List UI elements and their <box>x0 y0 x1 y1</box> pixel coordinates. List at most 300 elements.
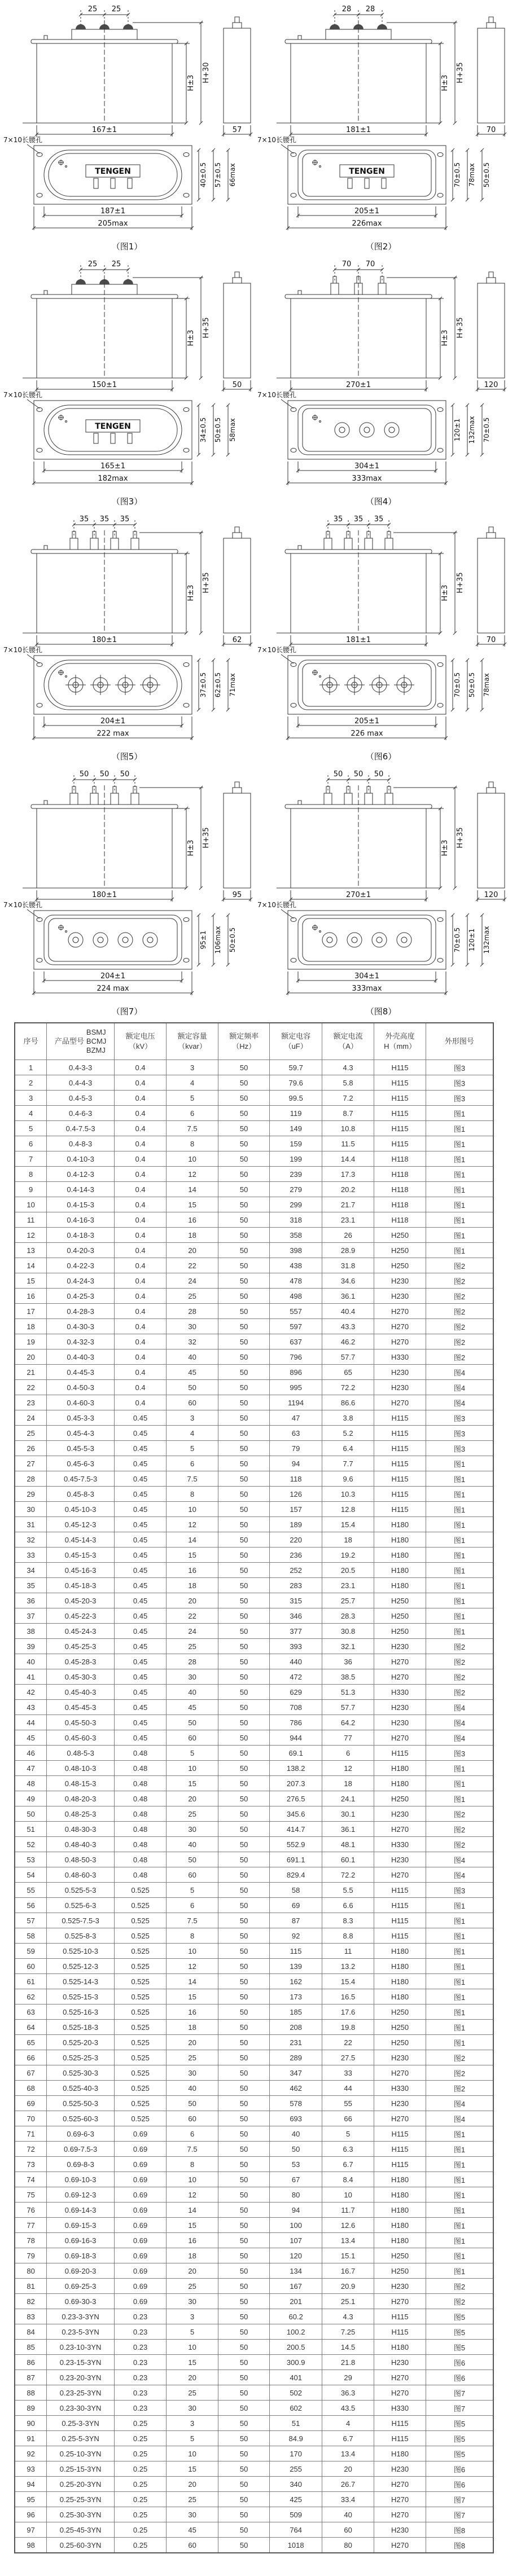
mounting-slot <box>37 449 42 452</box>
col-header-label: 额定电流 <box>333 1032 363 1041</box>
table-cell: 33.4 <box>322 2492 374 2507</box>
side-terminal-cap <box>233 278 242 283</box>
table-cell: 图4 <box>426 1715 493 1730</box>
case-side-view <box>478 538 505 633</box>
table-cell: 0.525-14-3 <box>47 1974 115 1989</box>
col-header-label: 产品型号 <box>54 1037 84 1046</box>
table-cell: 2 <box>15 1075 47 1091</box>
table-cell: 50 <box>218 2081 270 2096</box>
table-row <box>15 1700 493 1715</box>
table-cell: 0.525-16-3 <box>47 2004 115 2020</box>
table-cell: 50 <box>218 1410 270 1426</box>
height-outer-label: H+35 <box>202 317 211 339</box>
table-cell: 图3 <box>426 1410 493 1426</box>
table-cell: 345.6 <box>270 1806 322 1822</box>
table-cell: 37 <box>15 1608 47 1624</box>
table-row <box>15 1197 493 1212</box>
table-cell: 12.6 <box>322 2218 374 2233</box>
table-cell: 50 <box>218 1212 270 1228</box>
table-cell: H230 <box>374 2461 426 2477</box>
table-cell: 79 <box>15 2248 47 2263</box>
table-cell: H230 <box>374 2050 426 2065</box>
vent-knob <box>44 291 47 294</box>
table-cell: 498 <box>270 1289 322 1304</box>
table-cell: 图6 <box>426 2461 493 2477</box>
col-header-capacitance <box>270 1023 322 1060</box>
figure-2-drawing <box>254 0 508 255</box>
table-row <box>15 1639 493 1654</box>
table-row <box>15 2035 493 2050</box>
terminal-spacing-label: 50 <box>120 770 130 779</box>
bottom-terminal <box>347 933 362 947</box>
table-cell: 79.6 <box>270 1075 322 1091</box>
table-cell: 89 <box>15 2401 47 2416</box>
table-cell: 50 <box>218 2538 270 2553</box>
table-cell: 24.1 <box>322 1791 374 1806</box>
bottom-width2-label: 182max <box>98 474 128 483</box>
table-cell: 25 <box>167 1289 218 1304</box>
table-row <box>15 1989 493 2004</box>
vent-knob <box>44 36 47 39</box>
side-terminal-pin <box>489 272 493 278</box>
table-cell: 0.25-30-3YN <box>47 2507 115 2522</box>
table-cell: 0.45-8-3 <box>47 1487 115 1502</box>
table-cell: 4 <box>167 1426 218 1441</box>
table-cell: 44 <box>15 1715 47 1730</box>
height-outer-label: H+35 <box>456 317 465 339</box>
slot-hole-callout: 7×10长腰孔 <box>257 391 296 399</box>
front-width-label: 181±1 <box>346 636 371 644</box>
table-cell: 78 <box>15 2233 47 2248</box>
table-cell: 0.4 <box>114 1212 166 1228</box>
table-row <box>15 2111 493 2126</box>
table-cell: 15 <box>15 1273 47 1289</box>
table-cell: 0.48 <box>114 1776 166 1791</box>
table-cell: H180 <box>374 2446 426 2461</box>
table-row <box>15 1091 493 1106</box>
table-row <box>15 2294 493 2309</box>
table-cell: 72.2 <box>322 1867 374 1883</box>
side-terminal-pin <box>235 17 239 23</box>
table-cell: 80 <box>270 2187 322 2203</box>
table-cell: H330 <box>374 2401 426 2416</box>
table-cell: 图1 <box>426 1136 493 1151</box>
height-outer-label: H+35 <box>456 572 465 594</box>
slot-hole-callout: 7×10长腰孔 <box>257 901 296 909</box>
table-cell: 50 <box>218 2126 270 2142</box>
table-row <box>15 1974 493 1989</box>
table-cell: 0.25 <box>114 2507 166 2522</box>
bottom-terminal-center <box>364 427 370 433</box>
table-cell: 0.525 <box>114 2111 166 2126</box>
table-cell: 图1 <box>426 2172 493 2187</box>
table-cell: 8 <box>167 2157 218 2172</box>
table-cell: 图3 <box>426 1091 493 1106</box>
table-cell: 0.45-40-3 <box>47 1685 115 1700</box>
ground-mark-dot <box>319 166 321 168</box>
ground-mark-dot <box>65 421 67 423</box>
bottom-terminal <box>384 423 399 437</box>
table-cell: 图2 <box>426 2050 493 2065</box>
figure-3 <box>0 255 254 510</box>
table-row <box>15 1913 493 1928</box>
table-cell: H115 <box>374 2157 426 2172</box>
side-width-label: 70 <box>486 636 496 644</box>
table-cell: 图2 <box>426 1806 493 1822</box>
table-cell: H230 <box>374 2355 426 2370</box>
table-cell: H230 <box>374 1273 426 1289</box>
table-cell: 图1 <box>426 1167 493 1182</box>
table-cell: 0.25 <box>114 2538 166 2553</box>
table-cell: 50 <box>218 2401 270 2416</box>
col-header-model <box>47 1023 115 1060</box>
table-cell: 995 <box>270 1380 322 1395</box>
table-cell: H230 <box>374 2279 426 2294</box>
table-cell: 346 <box>270 1608 322 1624</box>
stud-terminal <box>331 283 339 294</box>
table-cell: 6 <box>167 1106 218 1121</box>
table-cell: 10 <box>167 1502 218 1517</box>
stud-terminal <box>90 538 98 550</box>
table-cell: 20 <box>167 1791 218 1806</box>
table-row <box>15 1593 493 1608</box>
table-cell: 0.69 <box>114 2203 166 2218</box>
stud-terminal <box>111 538 119 550</box>
terminal-spacing-label: 50 <box>353 770 364 779</box>
table-cell: 图1 <box>426 1608 493 1624</box>
bottom-right-dim-label: 70±0.5 <box>453 162 461 188</box>
table-cell: 50 <box>167 1852 218 1867</box>
table-cell: 50 <box>218 2355 270 2370</box>
table-cell: 15 <box>167 2461 218 2477</box>
table-cell: 472 <box>270 1669 322 1685</box>
table-cell: 0.23-20-3YN <box>47 2370 115 2385</box>
figure-6-drawing <box>254 510 508 765</box>
table-cell: 0.4-25-3 <box>47 1289 115 1304</box>
table-cell: 0.4-45-3 <box>47 1365 115 1380</box>
table-cell: 69.1 <box>270 1746 322 1761</box>
table-cell: 32 <box>15 1532 47 1548</box>
table-cell: 50 <box>218 2522 270 2538</box>
figure-8-drawing <box>254 765 508 1020</box>
table-cell: 88 <box>15 2385 47 2401</box>
slot-hole-callout: 7×10长腰孔 <box>3 901 42 909</box>
table-cell: 0.45-7.5-3 <box>47 1471 115 1487</box>
table-cell: 图5 <box>426 2309 493 2324</box>
table-cell: 99.5 <box>270 1091 322 1106</box>
table-cell: H180 <box>374 1776 426 1791</box>
height-outer-label: H+35 <box>202 572 211 594</box>
table-cell: 25 <box>167 1639 218 1654</box>
stud-terminal <box>131 538 139 550</box>
table-cell: 8.7 <box>322 1106 374 1121</box>
table-cell: 300.9 <box>270 2355 322 2370</box>
height-outer-label: H+30 <box>202 62 211 83</box>
table-row <box>15 1502 493 1517</box>
table-row <box>15 1959 493 1974</box>
table-cell: 图7 <box>426 2492 493 2507</box>
table-row <box>15 1928 493 1944</box>
table-cell: 0.4 <box>114 1121 166 1136</box>
table-cell: 138.2 <box>270 1761 322 1776</box>
bottom-width1-label: 304±1 <box>354 972 379 981</box>
table-cell: 20.2 <box>322 1182 374 1197</box>
table-cell: 597 <box>270 1319 322 1334</box>
table-cell: 0.45-14-3 <box>47 1532 115 1548</box>
front-width-label: 150±1 <box>92 381 117 389</box>
figure-8 <box>254 765 508 1020</box>
table-cell: 0.45-12-3 <box>47 1517 115 1532</box>
table-row <box>15 2081 493 2096</box>
table-cell: 118 <box>270 1471 322 1487</box>
figure-caption: （图1） <box>111 241 143 252</box>
table-cell: H180 <box>374 1532 426 1548</box>
table-cell: 32 <box>167 1334 218 1349</box>
height-inner-label: H±3 <box>187 584 195 601</box>
table-cell: 0.45 <box>114 1624 166 1639</box>
table-cell: 8.4 <box>322 2172 374 2187</box>
table-cell: 0.45-45-3 <box>47 1700 115 1715</box>
table-row <box>15 1791 493 1806</box>
table-cell: 50 <box>218 1685 270 1700</box>
vent-knob <box>44 546 47 550</box>
table-cell: 50 <box>167 1380 218 1395</box>
table-cell: H270 <box>374 1304 426 1319</box>
col-header-unit: （kvar） <box>178 1042 207 1050</box>
table-cell: 0.4 <box>114 1106 166 1121</box>
table-cell: 3 <box>167 2309 218 2324</box>
table-cell: 50 <box>218 2294 270 2309</box>
table-cell: 50 <box>218 2248 270 2263</box>
table-cell: H270 <box>374 2538 426 2553</box>
height-inner-label: H±3 <box>187 329 195 346</box>
table-row <box>15 1441 493 1456</box>
table-row <box>15 1761 493 1776</box>
table-cell: 45 <box>167 1365 218 1380</box>
case-bottom-outline <box>44 915 182 965</box>
table-cell: 0.69 <box>114 2218 166 2233</box>
mounting-slot <box>183 918 189 922</box>
table-row <box>15 1867 493 1883</box>
col-header-voltage <box>114 1023 166 1060</box>
bottom-right-dim-label: 50±0.5 <box>214 417 222 443</box>
table-cell: 796 <box>270 1349 322 1365</box>
table-cell: 16 <box>167 2004 218 2020</box>
table-cell: 57.7 <box>322 1700 374 1715</box>
col-header-label: 额定电压 <box>125 1032 155 1041</box>
col-header-label: 额定容量 <box>177 1032 207 1041</box>
table-cell: 65 <box>15 2035 47 2050</box>
table-cell: 45 <box>167 2522 218 2538</box>
bottom-terminal-pin <box>111 433 115 443</box>
figure-2 <box>254 0 508 255</box>
table-cell: H230 <box>374 1852 426 1867</box>
table-cell: H180 <box>374 2187 426 2203</box>
table-cell: H230 <box>374 1380 426 1395</box>
table-cell: 318 <box>270 1212 322 1228</box>
table-cell: 0.525 <box>114 2081 166 2096</box>
table-cell: 图1 <box>426 1228 493 1243</box>
table-cell: H230 <box>374 1289 426 1304</box>
table-cell: H270 <box>374 2492 426 2507</box>
table-cell: 0.48-40-3 <box>47 1837 115 1852</box>
table-cell: 图1 <box>426 1563 493 1578</box>
table-cell: 5 <box>167 1746 218 1761</box>
bottom-width1-label: 304±1 <box>354 462 379 471</box>
table-cell: 图2 <box>426 1654 493 1669</box>
table-cell: 0.45 <box>114 1639 166 1654</box>
table-cell: 0.4-50-3 <box>47 1380 115 1395</box>
table-cell: 50 <box>218 1349 270 1365</box>
table-cell: 0.525 <box>114 2050 166 2065</box>
table-cell: H250 <box>374 1258 426 1273</box>
table-cell: 20 <box>167 2035 218 2050</box>
table-cell: 19.8 <box>322 2020 374 2035</box>
terminal-spacing-label: 25 <box>87 260 98 269</box>
table-cell: 0.45 <box>114 1578 166 1593</box>
table-cell: 0.25-10-3YN <box>47 2446 115 2461</box>
col-header-frequency <box>218 1023 270 1060</box>
table-cell: 18 <box>322 1776 374 1791</box>
table-cell: 82 <box>15 2294 47 2309</box>
table-cell: 40 <box>322 2507 374 2522</box>
stud-terminal <box>70 793 78 805</box>
table-cell: 401 <box>270 2370 322 2385</box>
table-row <box>15 1060 493 1075</box>
table-cell: 289 <box>270 2050 322 2065</box>
figure-group <box>3 260 252 507</box>
table-cell: 0.4 <box>114 1167 166 1182</box>
table-cell: 21.7 <box>322 1197 374 1212</box>
table-cell: 0.23 <box>114 2340 166 2355</box>
table-cell: 92 <box>270 1928 322 1944</box>
table-cell: H118 <box>374 1197 426 1212</box>
table-cell: 50 <box>218 1395 270 1410</box>
table-cell: 0.4 <box>114 1380 166 1395</box>
table-cell: 图7 <box>426 2385 493 2401</box>
table-cell: 图1 <box>426 2020 493 2035</box>
table-cell: 691.1 <box>270 1852 322 1867</box>
table-cell: 图1 <box>426 2126 493 2142</box>
table-cell: 119 <box>270 1106 322 1121</box>
col-header-current <box>322 1023 374 1060</box>
bottom-width1-label: 165±1 <box>100 462 125 471</box>
ground-mark-dot <box>65 931 67 933</box>
table-cell: 72 <box>15 2142 47 2157</box>
terminal-spacing-label: 70 <box>341 260 352 269</box>
table-cell: 3 <box>167 1410 218 1426</box>
bottom-terminal-center <box>147 937 153 943</box>
table-row <box>15 1121 493 1136</box>
table-row <box>15 1532 493 1548</box>
table-cell: 15 <box>167 1548 218 1563</box>
table-row <box>15 1730 493 1746</box>
case-side-view <box>478 793 505 888</box>
table-cell: 50 <box>218 2065 270 2081</box>
figure-caption: （图5） <box>111 751 143 762</box>
table-cell: 0.525-40-3 <box>47 2081 115 2096</box>
table-cell: 0.25-15-3YN <box>47 2461 115 2477</box>
table-cell: 0.48-50-3 <box>47 1852 115 1867</box>
bottom-terminal-center <box>401 937 407 943</box>
table-cell: 50 <box>218 1091 270 1106</box>
table-cell: H115 <box>374 2324 426 2340</box>
table-cell: 12 <box>167 1959 218 1974</box>
table-row <box>15 2050 493 2065</box>
figure-6 <box>254 510 508 765</box>
table-cell: 50 <box>218 1578 270 1593</box>
table-cell: 60 <box>167 2538 218 2553</box>
table-cell: 16 <box>15 1289 47 1304</box>
table-cell: 8 <box>167 1928 218 1944</box>
table-cell: 120 <box>270 2248 322 2263</box>
table-cell: 502 <box>270 2385 322 2401</box>
table-cell: 50 <box>218 1060 270 1075</box>
table-cell: 10 <box>322 2187 374 2203</box>
table-cell: 0.25-45-3YN <box>47 2522 115 2538</box>
table-cell: 67 <box>15 2065 47 2081</box>
table-cell: H180 <box>374 2203 426 2218</box>
table-cell: 74 <box>15 2172 47 2187</box>
table-cell: 0.48-5-3 <box>47 1746 115 1761</box>
side-terminal-pin <box>489 527 493 533</box>
table-cell: 0.69-20-3 <box>47 2263 115 2279</box>
table-cell: 图2 <box>426 1837 493 1852</box>
table-cell: 14.5 <box>322 2340 374 2355</box>
bottom-terminal-pin <box>128 433 132 443</box>
table-cell: H180 <box>374 1578 426 1593</box>
table-cell: 14 <box>167 1974 218 1989</box>
table-row <box>15 1624 493 1639</box>
table-row <box>15 2218 493 2233</box>
table-cell: 0.525-5-3 <box>47 1883 115 1898</box>
table-cell: 20.5 <box>322 1563 374 1578</box>
table-cell: 图1 <box>426 1578 493 1593</box>
table-cell: 图2 <box>426 1822 493 1837</box>
table-cell: 0.23-25-3YN <box>47 2385 115 2401</box>
table-cell: 0.4-28-3 <box>47 1304 115 1319</box>
table-cell: 0.525-25-3 <box>47 2050 115 2065</box>
col-header-unit: （kV） <box>129 1042 152 1050</box>
table-cell: 47 <box>15 1761 47 1776</box>
vent-knob <box>298 801 301 805</box>
table-cell: 0.45-60-3 <box>47 1730 115 1746</box>
table-cell: 0.45-30-3 <box>47 1669 115 1685</box>
table-cell: 25 <box>15 1426 47 1441</box>
table-cell: 47 <box>270 1410 322 1426</box>
table-cell: H180 <box>374 1563 426 1578</box>
front-width-label: 270±1 <box>346 381 371 389</box>
figure-1-drawing <box>0 0 254 255</box>
table-cell: 340 <box>270 2477 322 2492</box>
table-cell: H270 <box>374 1867 426 1883</box>
table-cell: 6.3 <box>322 2142 374 2157</box>
table-row <box>15 1822 493 1837</box>
table-cell: 17 <box>15 1304 47 1319</box>
table-cell: 50 <box>218 1075 270 1091</box>
table-cell: 12 <box>167 1167 218 1182</box>
bottom-width2-label: 226 max <box>351 729 383 738</box>
table-cell: 0.25 <box>114 2461 166 2477</box>
table-cell: 64.2 <box>322 1715 374 1730</box>
figure-caption: （图3） <box>111 496 143 507</box>
table-cell: 0.25-3-3YN <box>47 2416 115 2431</box>
table-cell: 139 <box>270 1959 322 1974</box>
table-cell: 45 <box>15 1730 47 1746</box>
table-cell: 0.69 <box>114 2157 166 2172</box>
table-cell: 50 <box>218 1883 270 1898</box>
dome-terminal <box>330 24 340 29</box>
